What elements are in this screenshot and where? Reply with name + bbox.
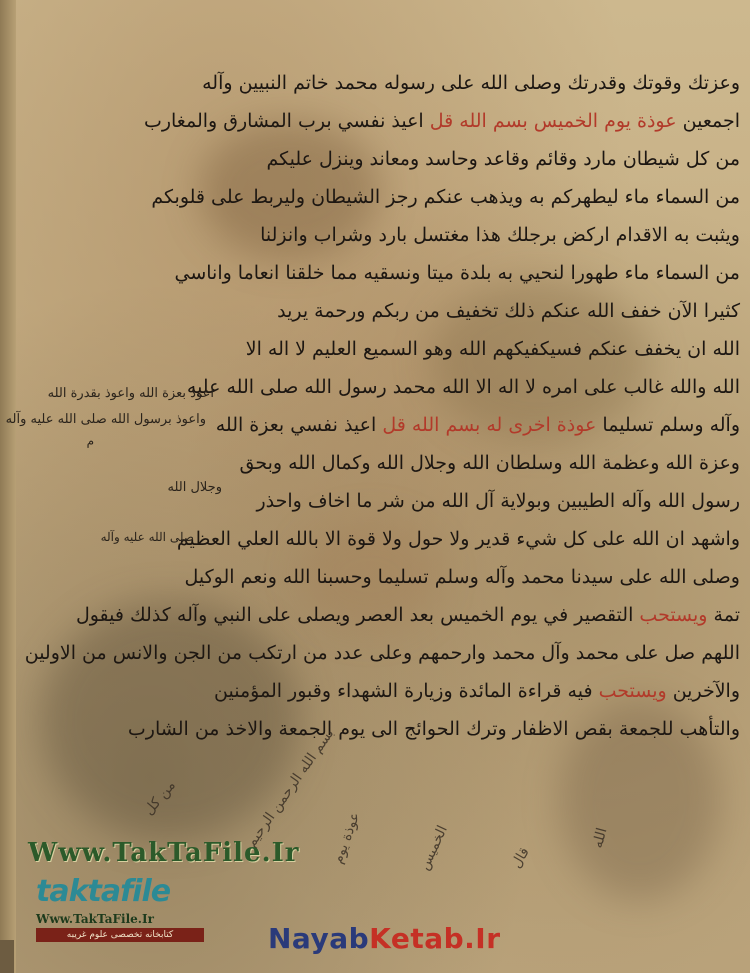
rubric-text: عوذة اخرى له بسم الله قل xyxy=(382,414,597,436)
line-text: الله ان يخفف عنكم فسيكفيكهم الله وهو السميع العليم لا اله الا xyxy=(245,338,740,360)
manuscript-line xyxy=(205,330,740,368)
line-text: وصلى الله على سيدنا محمد وآله وسلم تسليما وحسبنا الله ونعم الوكيل xyxy=(184,566,740,588)
line-text: وعزة الله وعظمة الله وسلطان الله وجلال الله وكمال الله وبحق xyxy=(239,452,740,474)
rubric-text: عوذة يوم الخميس بسم الله قل xyxy=(429,110,677,132)
line-text-rest: اعيذ نفسي بعزة الله xyxy=(215,414,377,436)
line-text: اللهم صل على محمد وآل محمد وارحمهم وعلى عدد من ارتكب من الجن والانس من الاولين xyxy=(24,642,740,664)
manuscript-line xyxy=(75,596,740,634)
manuscript-line xyxy=(143,102,740,140)
line-text: من السماء ماء طهورا لنحيي به بلدة ميتا ونسقيه مما خلقنا انعاما واناسي xyxy=(174,262,740,284)
rubric-text: ويستحب xyxy=(639,604,708,626)
page-edge xyxy=(0,0,16,973)
manuscript-line xyxy=(205,672,740,710)
manuscript-line xyxy=(151,178,740,216)
line-text: تمة xyxy=(713,604,740,626)
line-text: من كل شيطان مارد وقائم وقاعد وحاسد ومعاند وينزل عليكم xyxy=(266,148,740,170)
manuscript-line xyxy=(24,634,740,672)
line-text: رسول الله وآله الطيبين وبولاية آل الله من شر ما اخاف واحذر xyxy=(256,490,740,512)
manuscript-line xyxy=(176,520,740,558)
line-text-rest: اعيذ نفسي برب المشارق والمغارب xyxy=(143,110,424,132)
manuscript-line xyxy=(205,216,740,254)
watermark-logo xyxy=(36,872,204,912)
line-text-rest: فيه قراءة المائدة وزيارة الشهداء وقبور المؤمنين xyxy=(214,680,593,702)
line-text: وعزتك وقوتك وقدرتك وصلى الله على رسوله محمد خاتم النبيين وآله xyxy=(202,72,740,94)
ketab-text: Ketab.Ir xyxy=(369,922,501,955)
watermark-url: Www.TakTaFile.Ir xyxy=(36,912,154,926)
scrawl-note: الله xyxy=(589,826,611,850)
rubric-text: ويستحب xyxy=(598,680,667,702)
scrawl-note: من كل xyxy=(140,777,179,819)
margin-note: وجلال الله xyxy=(167,480,222,495)
logo-text: taktafile xyxy=(36,874,171,909)
scrawl-note: عوذة يوم xyxy=(330,810,364,866)
margin-note: صلى الله عليه وآله xyxy=(100,530,194,544)
watermark-site: Www.TakTaFile.Ir xyxy=(28,838,300,868)
line-text-rest: التقصير في يوم الخميس بعد العصر ويصلى على النبي وآله كذلك فيقول xyxy=(75,604,634,626)
manuscript-line xyxy=(205,292,740,330)
line-text: اجمعين xyxy=(682,110,740,132)
manuscript-line xyxy=(205,444,740,482)
line-text: من السماء ماء ليطهركم به ويذهب عنكم رجز الشيطان وليربط على قلوبكم xyxy=(151,186,740,208)
line-text: ويثبت به الاقدام اركض برجلك هذا مغتسل بارد وشراب وانزلنا xyxy=(260,224,740,246)
line-text: والآخرين xyxy=(672,680,740,702)
scrawl-note: الخميس xyxy=(416,823,451,873)
line-text: واشهد ان الله على كل شيء قدير ولا حول ولا قوة الا بالله العلي العظيم xyxy=(176,528,740,550)
line-text: والتأهب للجمعة بقص الاظفار وترك الحوائج الى يوم الجمعة والاخذ من الشارب xyxy=(127,718,740,740)
manuscript-line xyxy=(127,710,740,748)
manuscript-line xyxy=(174,254,740,292)
line-text: وآله وسلم تسليما xyxy=(602,414,740,436)
line-text: الله والله غالب على امره لا اله الا الله محمد رسول الله صلى الله عليه xyxy=(186,376,740,398)
nayab-text: Nayab xyxy=(268,922,370,955)
margin-note: اعوذ بعزة الله واعوذ بقدرة الله xyxy=(47,386,214,401)
margin-note: م xyxy=(86,434,94,448)
manuscript-line xyxy=(184,558,740,596)
corner-mark xyxy=(0,940,14,973)
line-text: كثيرا الآن خفف الله عنكم ذلك تخفيف من ربكم ورحمة يريد xyxy=(277,300,740,322)
scrawl-note: قال xyxy=(508,844,533,872)
scrawl-note: بسم الله الرحمن الرحيم xyxy=(243,725,338,851)
watermark-subtitle: کتابخانه تخصصی علوم غریبه xyxy=(36,928,204,942)
manuscript-line xyxy=(186,368,740,406)
manuscript-line xyxy=(205,482,740,520)
nayabketab-watermark xyxy=(268,922,501,955)
manuscript-line xyxy=(202,64,740,102)
manuscript-line xyxy=(205,140,740,178)
manuscript-line xyxy=(205,406,740,444)
margin-note: واعوذ برسول الله صلى الله عليه وآله xyxy=(5,412,206,427)
